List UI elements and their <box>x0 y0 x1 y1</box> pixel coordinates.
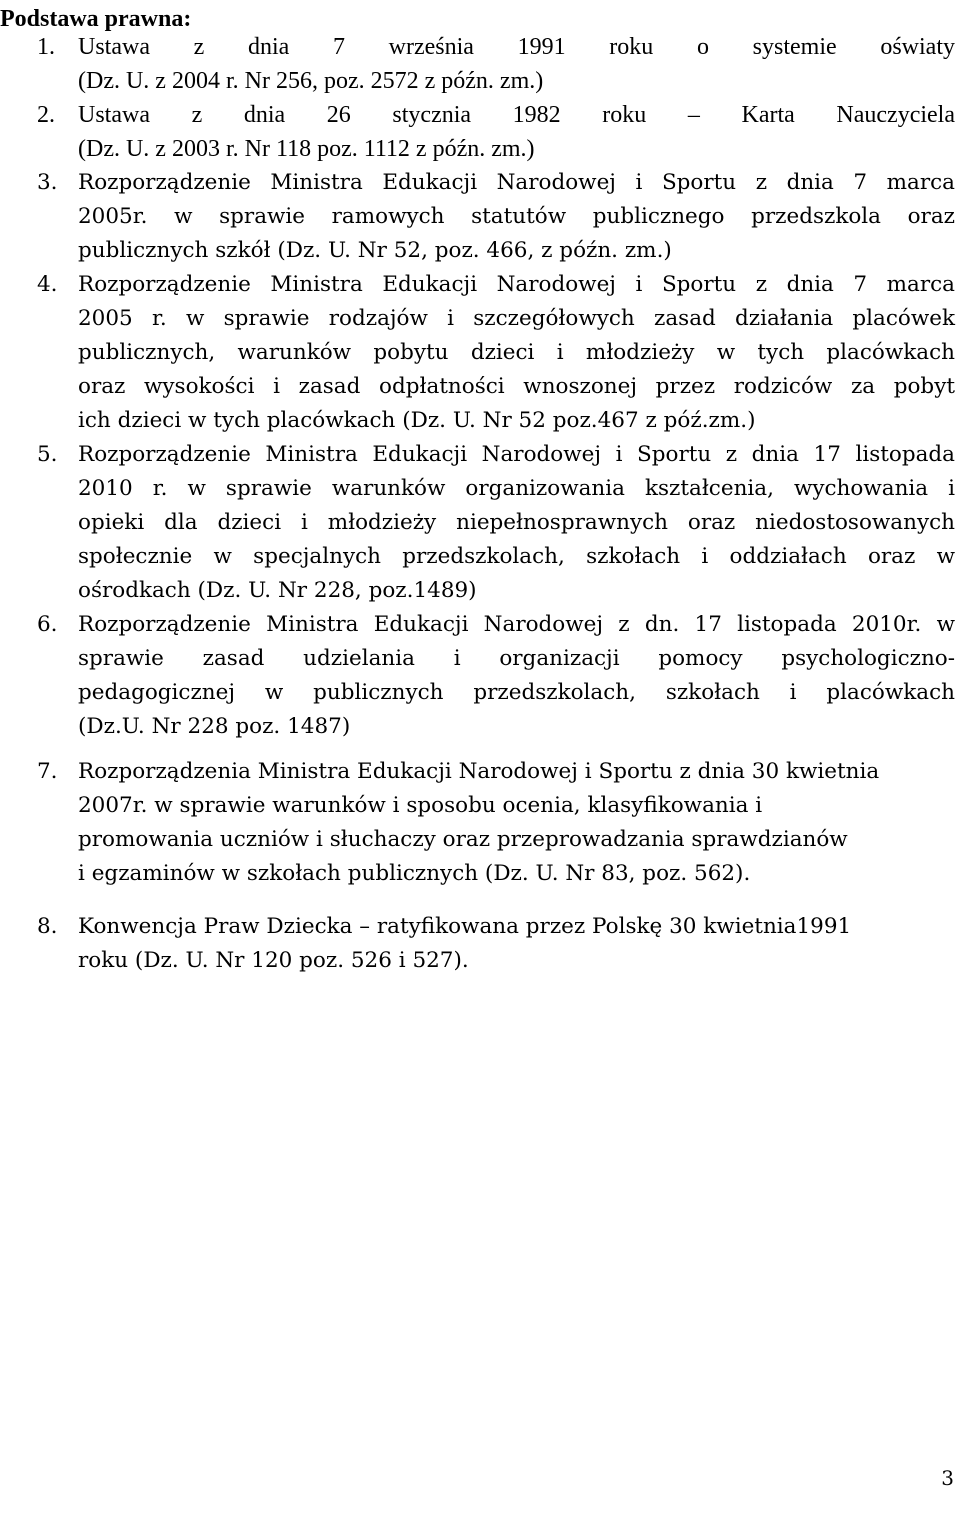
item-text-line: sprawie zasad udzielania i organizacji pomocy psychologiczno- <box>78 646 955 671</box>
item-text-line: Konwencja Praw Dziecka – ratyfikowana przez Polskę 30 kwietnia1991 <box>78 914 852 939</box>
item-number: 3. <box>37 170 58 195</box>
legal-basis-item-7 <box>37 755 955 891</box>
item-text-line: Rozporządzenie Ministra Edukacji Narodowej i Sportu z dnia 17 listopada <box>78 442 955 467</box>
item-text-line: (Dz. U. z 2003 r. Nr 118 poz. 1112 z późn. zm.) <box>78 136 535 162</box>
item-text-line: Rozporządzenie Ministra Edukacji Narodowej i Sportu z dnia 7 marca <box>78 272 955 297</box>
item-number: 7. <box>37 759 58 784</box>
item-text-line: Rozporządzenia Ministra Edukacji Narodowej i Sportu z dnia 30 kwietnia <box>78 759 880 784</box>
legal-basis-item-1 <box>37 30 955 98</box>
item-text-line: Ustawa z dnia 7 września 1991 roku o systemie oświaty <box>78 34 955 60</box>
legal-basis-item-8 <box>37 910 955 978</box>
legal-basis-item-3 <box>37 166 955 268</box>
item-text-line: 2007r. w sprawie warunków i sposobu ocenia, klasyfikowania i <box>78 793 763 818</box>
item-number: 2. <box>37 102 55 128</box>
item-text-line: promowania uczniów i słuchaczy oraz przeprowadzania sprawdzianów <box>78 827 848 852</box>
legal-basis-item-4 <box>37 268 955 438</box>
item-text-line: publicznych, warunków pobytu dzieci i młodzieży w tych placówkach <box>78 340 955 365</box>
item-text-line: pedagogicznej w publicznych przedszkolach, szkołach i placówkach <box>78 680 955 705</box>
item-number: 8. <box>37 914 58 939</box>
item-number: 1. <box>37 34 55 60</box>
item-number: 4. <box>37 272 58 297</box>
item-text-line: 2010 r. w sprawie warunków organizowania kształcenia, wychowania i <box>78 476 955 501</box>
legal-basis-item-2 <box>37 98 955 166</box>
item-text-line: (Dz. U. z 2004 r. Nr 256, poz. 2572 z późn. zm.) <box>78 68 544 94</box>
legal-basis-item-6 <box>37 608 955 744</box>
item-text-line: 2005r. w sprawie ramowych statutów publicznego przedszkola oraz <box>78 204 955 229</box>
item-text-line: publicznych szkół (Dz. U. Nr 52, poz. 466, z późn. zm.) <box>78 238 672 263</box>
item-text-line: i egzaminów w szkołach publicznych (Dz. U. Nr 83, poz. 562). <box>78 861 751 886</box>
item-text-line: Rozporządzenie Ministra Edukacji Narodowej z dn. 17 listopada 2010r. w <box>78 612 955 637</box>
item-number: 6. <box>37 612 58 637</box>
item-text-line: społecznie w specjalnych przedszkolach, szkołach i oddziałach oraz w <box>78 544 955 569</box>
item-text-line: roku (Dz. U. Nr 120 poz. 526 i 527). <box>78 948 469 973</box>
item-text-line: Ustawa z dnia 26 stycznia 1982 roku – Karta Nauczyciela <box>78 102 955 128</box>
item-text-line: (Dz.U. Nr 228 poz. 1487) <box>78 714 351 739</box>
item-text-line: opieki dla dzieci i młodzieży niepełnosprawnych oraz niedostosowanych <box>78 510 955 535</box>
item-text-line: oraz wysokości i zasad odpłatności wnoszonej przez rodziców za pobyt <box>78 374 955 399</box>
section-heading: Podstawa prawna: <box>0 6 192 32</box>
item-number: 5. <box>37 442 58 467</box>
item-text-line: ośrodkach (Dz. U. Nr 228, poz.1489) <box>78 578 477 603</box>
item-text-line: ich dzieci w tych placówkach (Dz. U. Nr 52 poz.467 z póź.zm.) <box>78 408 756 433</box>
legal-basis-item-5 <box>37 438 955 608</box>
item-text-line: 2005 r. w sprawie rodzajów i szczegółowych zasad działania placówek <box>78 306 955 331</box>
item-text-line: Rozporządzenie Ministra Edukacji Narodowej i Sportu z dnia 7 marca <box>78 170 955 195</box>
page-number: 3 <box>941 1466 954 1490</box>
